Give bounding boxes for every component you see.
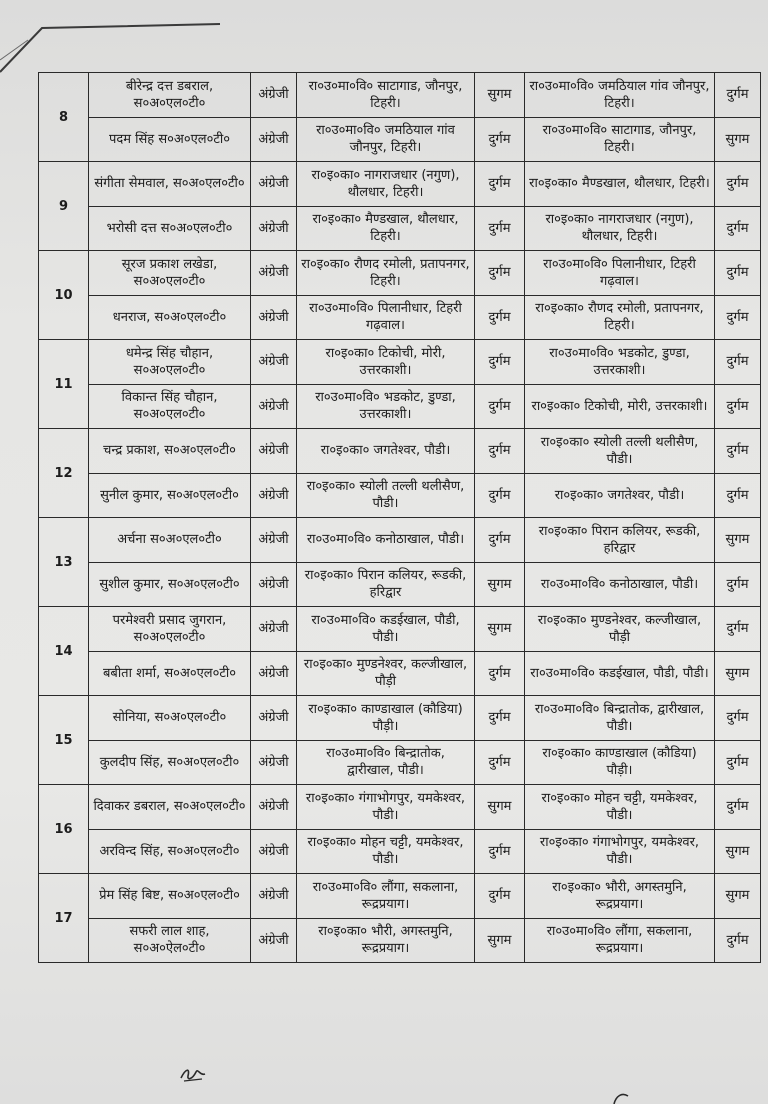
serial-number-cell: 11	[39, 340, 89, 429]
current-school-cell: रा०उ०मा०वि० लौंगा, सकलाना, रूद्रप्रयाग।	[297, 874, 475, 919]
new-school-cell: रा०इ०का० जगतेश्वर, पौडी।	[525, 473, 715, 518]
transfer-list-table	[38, 72, 761, 963]
teacher-name-cell: सोनिया, स०अ०एल०टी०	[89, 696, 251, 741]
teacher-name-cell: पदम सिंह स०अ०एल०टी०	[89, 117, 251, 162]
new-school-cell: रा०उ०मा०वि० कडईखाल, पौडी, पौडी।	[525, 651, 715, 696]
current-category-cell: सुगम	[475, 607, 525, 652]
subject-cell: अंग्रेजी	[251, 651, 297, 696]
table-row	[39, 829, 761, 874]
new-school-cell: रा०इ०का० मोहन चट्टी, यमकेश्वर, पौडी।	[525, 785, 715, 830]
new-category-cell: दुर्गम	[715, 295, 761, 340]
current-category-cell: दुर्गम	[475, 429, 525, 474]
new-category-cell: सुगम	[715, 829, 761, 874]
current-school-cell: रा०इ०का० स्योली तल्ली थलीसैण, पौडी।	[297, 473, 475, 518]
table-row	[39, 518, 761, 563]
current-school-cell: रा०इ०का० टिकोची, मोरी, उत्तरकाशी।	[297, 340, 475, 385]
table-row	[39, 740, 761, 785]
subject-cell: अंग्रेजी	[251, 295, 297, 340]
new-category-cell: दुर्गम	[715, 251, 761, 296]
current-school-cell: रा०इ०का० पिरान कलियर, रूडकी, हरिद्वार	[297, 562, 475, 607]
new-school-cell: रा०इ०का० स्योली तल्ली थलीसैण, पौडी।	[525, 429, 715, 474]
current-category-cell: दुर्गम	[475, 740, 525, 785]
table-row	[39, 874, 761, 919]
new-category-cell: सुगम	[715, 518, 761, 563]
serial-number-cell: 14	[39, 607, 89, 696]
current-school-cell: रा०उ०मा०वि० बिन्द्रातोक, द्वारीखाल, पौडी।	[297, 740, 475, 785]
new-category-cell: दुर्गम	[715, 696, 761, 741]
new-category-cell: दुर्गम	[715, 340, 761, 385]
current-category-cell: दुर्गम	[475, 829, 525, 874]
new-school-cell: रा०इ०का० भौरी, अगस्तमुनि, रूद्रप्रयाग।	[525, 874, 715, 919]
current-school-cell: रा०इ०का० मुण्डनेश्वर, कल्जीखाल, पौड़ी	[297, 651, 475, 696]
current-school-cell: रा०उ०मा०वि० भडकोट, डुण्डा, उत्तरकाशी।	[297, 384, 475, 429]
new-category-cell: दुर्गम	[715, 384, 761, 429]
current-school-cell: रा०इ०का० रौणद रमोली, प्रतापनगर, टिहरी।	[297, 251, 475, 296]
new-school-cell: रा०इ०का० नागराजधार (नगुण), थौलधार, टिहरी।	[525, 206, 715, 251]
new-category-cell: दुर्गम	[715, 206, 761, 251]
current-category-cell: सुगम	[475, 785, 525, 830]
current-school-cell: रा०इ०का० मोहन चट्टी, यमकेश्वर, पौडी।	[297, 829, 475, 874]
table-row	[39, 206, 761, 251]
teacher-name-cell: प्रेम सिंह बिष्ट, स०अ०एल०टी०	[89, 874, 251, 919]
current-category-cell: दुर्गम	[475, 251, 525, 296]
teacher-name-cell: अर्चना स०अ०एल०टी०	[89, 518, 251, 563]
teacher-name-cell: दिवाकर डबराल, स०अ०एल०टी०	[89, 785, 251, 830]
new-category-cell: सुगम	[715, 117, 761, 162]
table-row	[39, 340, 761, 385]
new-category-cell: दुर्गम	[715, 607, 761, 652]
current-category-cell: दुर्गम	[475, 696, 525, 741]
table-row	[39, 295, 761, 340]
paper-fold-line	[0, 0, 768, 80]
current-category-cell: दुर्गम	[475, 340, 525, 385]
serial-number-cell: 10	[39, 251, 89, 340]
subject-cell: अंग्रेजी	[251, 785, 297, 830]
current-school-cell: रा०उ०मा०वि० साटागाड, जौनपुर, टिहरी।	[297, 73, 475, 118]
new-category-cell: सुगम	[715, 874, 761, 919]
teacher-name-cell: कुलदीप सिंह, स०अ०एल०टी०	[89, 740, 251, 785]
teacher-name-cell: धमेन्द्र सिंह चौहान, स०अ०एल०टी०	[89, 340, 251, 385]
table-row	[39, 696, 761, 741]
new-school-cell: रा०उ०मा०वि० लौंगा, सकलाना, रूद्रप्रयाग।	[525, 918, 715, 963]
subject-cell: अंग्रेजी	[251, 918, 297, 963]
current-school-cell: रा०इ०का० जगतेश्वर, पौडी।	[297, 429, 475, 474]
teacher-name-cell: सुनील कुमार, स०अ०एल०टी०	[89, 473, 251, 518]
subject-cell: अंग्रेजी	[251, 73, 297, 118]
serial-number-cell: 13	[39, 518, 89, 607]
table-row	[39, 384, 761, 429]
new-school-cell: रा०उ०मा०वि० कनोठाखाल, पौडी।	[525, 562, 715, 607]
new-school-cell: रा०उ०मा०वि० साटागाड, जौनपुर, टिहरी।	[525, 117, 715, 162]
teacher-name-cell: विकान्त सिंह चौहान, स०अ०एल०टी०	[89, 384, 251, 429]
current-category-cell: दुर्गम	[475, 162, 525, 207]
new-category-cell: दुर्गम	[715, 740, 761, 785]
subject-cell: अंग्रेजी	[251, 518, 297, 563]
teacher-name-cell: अरविन्द सिंह, स०अ०एल०टी०	[89, 829, 251, 874]
new-school-cell: रा०इ०का० काण्डाखाल (कौडिया) पौड़ी।	[525, 740, 715, 785]
table-row	[39, 73, 761, 118]
subject-cell: अंग्रेजी	[251, 429, 297, 474]
table-row	[39, 117, 761, 162]
subject-cell: अंग्रेजी	[251, 251, 297, 296]
subject-cell: अंग्रेजी	[251, 696, 297, 741]
current-category-cell: सुगम	[475, 73, 525, 118]
current-category-cell: दुर्गम	[475, 651, 525, 696]
current-category-cell: दुर्गम	[475, 117, 525, 162]
subject-cell: अंग्रेजी	[251, 384, 297, 429]
new-school-cell: रा०उ०मा०वि० जमठियाल गांव जौनपुर, टिहरी।	[525, 73, 715, 118]
current-category-cell: दुर्गम	[475, 206, 525, 251]
subject-cell: अंग्रेजी	[251, 340, 297, 385]
table-row	[39, 918, 761, 963]
table-row	[39, 429, 761, 474]
serial-number-cell: 16	[39, 785, 89, 874]
teacher-name-cell: धनराज, स०अ०एल०टी०	[89, 295, 251, 340]
new-category-cell: दुर्गम	[715, 785, 761, 830]
subject-cell: अंग्रेजी	[251, 473, 297, 518]
table-row	[39, 785, 761, 830]
current-school-cell: रा०इ०का० गंगाभोगपुर, यमकेश्वर, पौडी।	[297, 785, 475, 830]
current-school-cell: रा०उ०मा०वि० जमठियाल गांव जौनपुर, टिहरी।	[297, 117, 475, 162]
subject-cell: अंग्रेजी	[251, 206, 297, 251]
subject-cell: अंग्रेजी	[251, 829, 297, 874]
current-school-cell: रा०इ०का० काण्डाखाल (कौडिया) पौड़ी।	[297, 696, 475, 741]
table-row	[39, 162, 761, 207]
current-category-cell: दुर्गम	[475, 384, 525, 429]
current-category-cell: दुर्गम	[475, 295, 525, 340]
new-category-cell: दुर्गम	[715, 162, 761, 207]
teacher-name-cell: सूरज प्रकाश लखेडा, स०अ०एल०टी०	[89, 251, 251, 296]
signature-icon	[178, 1062, 208, 1084]
new-school-cell: रा०इ०का० मैण्डखाल, थौलधार, टिहरी।	[525, 162, 715, 207]
new-school-cell: रा०इ०का० पिरान कलियर, रूडकी, हरिद्वार	[525, 518, 715, 563]
current-category-cell: सुगम	[475, 562, 525, 607]
new-category-cell: दुर्गम	[715, 562, 761, 607]
current-category-cell: दुर्गम	[475, 518, 525, 563]
current-category-cell: सुगम	[475, 918, 525, 963]
serial-number-cell: 17	[39, 874, 89, 963]
teacher-name-cell: बीरेन्द्र दत्त डबराल, स०अ०एल०टी०	[89, 73, 251, 118]
subject-cell: अंग्रेजी	[251, 162, 297, 207]
teacher-name-cell: संगीता सेमवाल, स०अ०एल०टी०	[89, 162, 251, 207]
teacher-name-cell: सुशील कुमार, स०अ०एल०टी०	[89, 562, 251, 607]
new-category-cell: सुगम	[715, 651, 761, 696]
serial-number-cell: 12	[39, 429, 89, 518]
current-school-cell: रा०इ०का० मैण्डखाल, थौलधार, टिहरी।	[297, 206, 475, 251]
serial-number-cell: 9	[39, 162, 89, 251]
teacher-name-cell: चन्द्र प्रकाश, स०अ०एल०टी०	[89, 429, 251, 474]
table-row	[39, 607, 761, 652]
table-row	[39, 651, 761, 696]
new-school-cell: रा०इ०का० रौणद रमोली, प्रतापनगर, टिहरी।	[525, 295, 715, 340]
current-school-cell: रा०उ०मा०वि० कनोठाखाल, पौडी।	[297, 518, 475, 563]
subject-cell: अंग्रेजी	[251, 874, 297, 919]
pen-mark-icon	[612, 1090, 632, 1104]
teacher-name-cell: परमेश्वरी प्रसाद जुगरान, स०अ०एल०टी०	[89, 607, 251, 652]
table-row	[39, 473, 761, 518]
subject-cell: अंग्रेजी	[251, 117, 297, 162]
serial-number-cell: 15	[39, 696, 89, 785]
new-school-cell: रा०उ०मा०वि० पिलानीधार, टिहरी गढ़वाल।	[525, 251, 715, 296]
new-category-cell: दुर्गम	[715, 429, 761, 474]
current-category-cell: दुर्गम	[475, 874, 525, 919]
new-category-cell: दुर्गम	[715, 73, 761, 118]
new-school-cell: रा०इ०का० मुण्डनेश्वर, कल्जीखाल, पौड़ी	[525, 607, 715, 652]
new-school-cell: रा०उ०मा०वि० भडकोट, डुण्डा, उत्तरकाशी।	[525, 340, 715, 385]
teacher-name-cell: बबीता शर्मा, स०अ०एल०टी०	[89, 651, 251, 696]
new-school-cell: रा०इ०का० गंगाभोगपुर, यमकेश्वर, पौडी।	[525, 829, 715, 874]
current-school-cell: रा०इ०का० नागराजधार (नगुण), थौलधार, टिहरी।	[297, 162, 475, 207]
current-category-cell: दुर्गम	[475, 473, 525, 518]
subject-cell: अंग्रेजी	[251, 562, 297, 607]
subject-cell: अंग्रेजी	[251, 740, 297, 785]
serial-number-cell: 8	[39, 73, 89, 162]
new-category-cell: दुर्गम	[715, 473, 761, 518]
transfer-table-body	[39, 73, 761, 963]
table-row	[39, 562, 761, 607]
new-category-cell: दुर्गम	[715, 918, 761, 963]
current-school-cell: रा०इ०का० भौरी, अगस्तमुनि, रूद्रप्रयाग।	[297, 918, 475, 963]
current-school-cell: रा०उ०मा०वि० कडईखाल, पौडी, पौडी।	[297, 607, 475, 652]
new-school-cell: रा०उ०मा०वि० बिन्द्रातोक, द्वारीखाल, पौडी।	[525, 696, 715, 741]
subject-cell: अंग्रेजी	[251, 607, 297, 652]
new-school-cell: रा०इ०का० टिकोची, मोरी, उत्तरकाशी।	[525, 384, 715, 429]
teacher-name-cell: भरोसी दत्त स०अ०एल०टी०	[89, 206, 251, 251]
table-row	[39, 251, 761, 296]
current-school-cell: रा०उ०मा०वि० पिलानीधार, टिहरी गढ़वाल।	[297, 295, 475, 340]
teacher-name-cell: सफरी लाल शाह, स०अ०ऐल०टी०	[89, 918, 251, 963]
